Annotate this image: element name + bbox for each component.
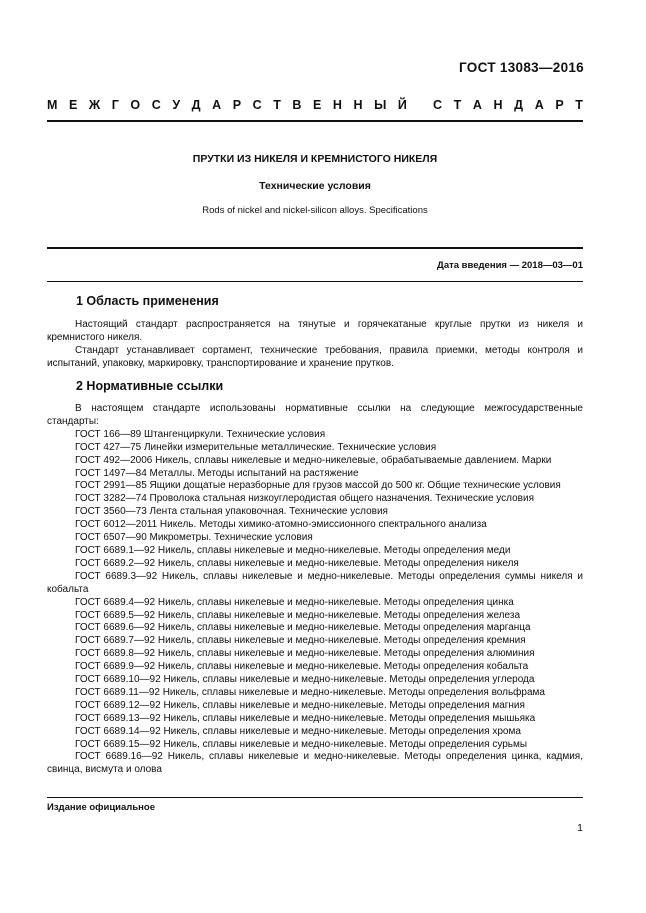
banner-letter: О (130, 98, 141, 112)
reference-item: ГОСТ 6689.10—92 Никель, сплавы никелевые и медно-никелевые. Методы определения углерода (75, 674, 535, 686)
banner-letter: Т (575, 98, 583, 112)
reference-item: ГОСТ 6689.8—92 Никель, сплавы никелевые и медно-никелевые. Методы определения алюминия (75, 648, 535, 660)
title-divider (47, 247, 583, 249)
section-1-heading: 1 Область применения (76, 294, 219, 308)
reference-item: ГОСТ 3560—73 Лента стальная упаковочная. Технические условия (75, 506, 388, 518)
edition-label: Издание официальное (47, 802, 155, 813)
date-divider (47, 281, 583, 282)
reference-item: ГОСТ 6507—90 Микрометры. Технические условия (75, 532, 313, 544)
header-divider (47, 120, 583, 122)
reference-item: ГОСТ 6689.11—92 Никель, сплавы никелевые и медно-никелевые. Методы определения вольфрама (75, 686, 545, 698)
paragraph: Настоящий стандарт распространяется на тянутые и горячекатаные круглые прутки из никеля и кремнистого никеля. (47, 319, 583, 343)
banner-letter: Т (273, 98, 281, 112)
reference-item: ГОСТ 6012—2011 Никель. Методы химико-атомно-эмиссионного спектрального анализа (75, 519, 487, 531)
section-2-body (47, 403, 583, 777)
reference-item: ГОСТ 6689.1—92 Никель, сплавы никелевые и медно-никелевые. Методы определения меди (75, 544, 511, 556)
page-number: 1 (577, 822, 583, 834)
reference-item: ГОСТ 6689.3—92 Никель, сплавы никелевые и медно-никелевые. Методы определения суммы никеля и кобальта (47, 570, 583, 595)
banner-letter: М (47, 98, 58, 112)
reference-item: ГОСТ 6689.13—92 Никель, сплавы никелевые и медно-никелевые. Методы определения мышьяка (75, 712, 536, 724)
section-2-heading: 2 Нормативные ссылки (76, 379, 224, 393)
banner-letter: Ж (88, 98, 101, 112)
reference-item: ГОСТ 1497—84 Металлы. Методы испытаний на растяжение (75, 467, 359, 479)
document-number: ГОСТ 13083—2016 (459, 60, 584, 75)
reference-item: ГОСТ 6689.6—92 Никель, сплавы никелевые и медно-никелевые. Методы определения марганца (75, 622, 531, 634)
banner-letter: Н (493, 98, 503, 112)
reference-item: ГОСТ 6689.9—92 Никель, сплавы никелевые и медно-никелевые. Методы определения кобальта (75, 661, 529, 673)
footer-divider (47, 797, 583, 798)
banner-letter: У (172, 98, 181, 112)
banner-letter: А (534, 98, 544, 112)
reference-item: ГОСТ 6689.15—92 Никель, сплавы никелевые и медно-никелевые. Методы определения сурьмы (75, 738, 528, 750)
banner-letter: Р (555, 98, 564, 112)
reference-item: ГОСТ 6689.12—92 Никель, сплавы никелевые и медно-никелевые. Методы определения магния (75, 699, 525, 711)
banner-letter: С (151, 98, 161, 112)
document-title-english: Rods of nickel and nickel-silicon alloys. Specifications (202, 205, 428, 216)
paragraph: В настоящем стандарте использованы нормативные ссылки на следующие межгосударственные стандарты: (47, 403, 583, 427)
interstate-word-1 (47, 98, 407, 112)
banner-letter: Д (191, 98, 201, 112)
introduction-date: Дата введения — 2018—03—01 (437, 260, 583, 271)
interstate-standard-banner (47, 98, 583, 112)
banner-letter: Д (514, 98, 524, 112)
paragraph: Стандарт устанавливает сортамент, технические требования, правила приемки, методы контроля и испытаний, упаковку, маркировку, транспортирование и хранение прутков. (47, 344, 583, 369)
banner-letter: В (292, 98, 302, 112)
reference-item: ГОСТ 6689.7—92 Никель, сплавы никелевые и медно-никелевые. Методы определения кремния (75, 635, 526, 647)
reference-item: ГОСТ 6689.2—92 Никель, сплавы никелевые и медно-никелевые. Методы определения никеля (75, 557, 519, 569)
banner-letter: С (433, 98, 443, 112)
banner-letter: А (212, 98, 222, 112)
banner-letter: Т (453, 98, 462, 112)
banner-letter: Г (111, 98, 119, 112)
reference-item: ГОСТ 427—75 Линейки измерительные металлические. Технические условия (75, 441, 437, 453)
reference-item: ГОСТ 6689.5—92 Никель, сплавы никелевые и медно-никелевые. Методы определения железа (75, 609, 521, 621)
banner-letter: Н (353, 98, 363, 112)
reference-item: ГОСТ 492—2006 Никель, сплавы никелевые и медно-никелевые, обрабатываемые давлением. Марки (75, 454, 552, 466)
banner-letter: А (472, 98, 482, 112)
banner-letter: Н (332, 98, 342, 112)
document-title: ПРУТКИ ИЗ НИКЕЛЯ И КРЕМНИСТОГО НИКЕЛЯ (192, 153, 438, 165)
banner-letter: Р (232, 98, 242, 112)
reference-item: ГОСТ 6689.14—92 Никель, сплавы никелевые и медно-никелевые. Методы определения хрома (75, 725, 521, 737)
interstate-word-2 (433, 98, 583, 112)
section-1-body (47, 319, 583, 371)
banner-letter: Е (313, 98, 322, 112)
banner-letter: С (252, 98, 262, 112)
reference-item: ГОСТ 6689.4—92 Никель, сплавы никелевые и медно-никелевые. Методы определения цинка (75, 596, 514, 608)
reference-item: ГОСТ 3282—74 Проволока стальная низкоуглеродистая общего назначения. Технические условия (75, 493, 534, 505)
banner-letter: Е (68, 98, 78, 112)
reference-item: ГОСТ 6689.16—92 Никель, сплавы никелевые и медно-никелевые. Методы определения цинка, кадмия, свинца, висмута и олова (47, 751, 583, 776)
reference-item: ГОСТ 2991—85 Ящики дощатые неразборные для грузов массой до 500 кг. Общие технические условия (75, 480, 561, 492)
banner-letter: Й (397, 98, 407, 112)
banner-letter: Ы (374, 98, 387, 112)
document-subtitle: Технические условия (259, 180, 371, 192)
reference-item: ГОСТ 166—89 Штангенциркули. Технические условия (75, 428, 326, 440)
